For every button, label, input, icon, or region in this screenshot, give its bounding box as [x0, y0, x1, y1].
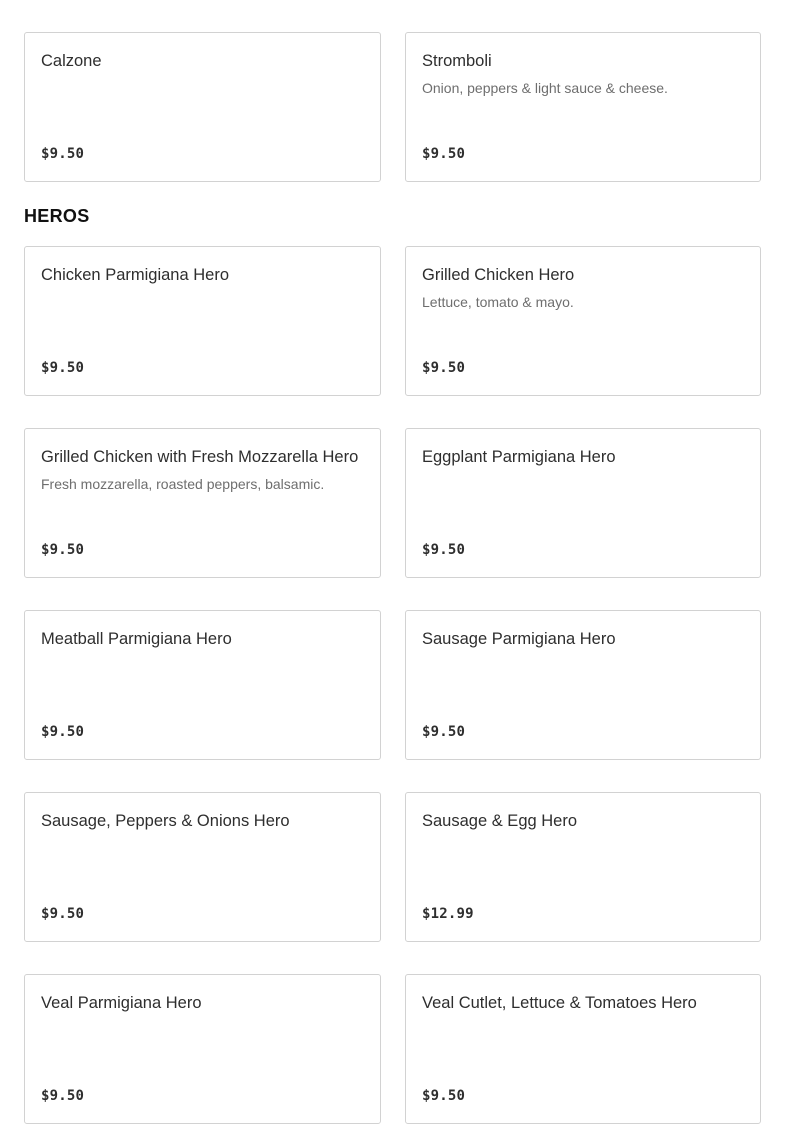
menu-item-card-grilled-chicken-fresh-mozzarella-hero[interactable] — [24, 428, 381, 578]
menu-item-card-chicken-parmigiana-hero[interactable] — [24, 246, 381, 396]
menu-item-description: Lettuce, tomato & mayo. — [422, 294, 574, 310]
menu-item-name: Grilled Chicken Hero — [422, 266, 575, 284]
menu-item-name: Eggplant Parmigiana Hero — [422, 448, 616, 466]
menu-item-price: $9.50 — [41, 542, 85, 558]
menu-item-name: Veal Cutlet, Lettuce & Tomatoes Hero — [422, 994, 697, 1012]
menu-item-price: $12.99 — [422, 906, 474, 922]
menu-item-price: $9.50 — [41, 360, 85, 376]
menu-item-description: Fresh mozzarella, roasted peppers, balsamic. — [41, 476, 325, 492]
menu-item-price: $9.50 — [422, 1088, 466, 1104]
menu-item-price: $9.50 — [422, 542, 466, 558]
menu-item-card-eggplant-parmigiana-hero[interactable] — [405, 428, 761, 578]
menu-item-card-calzone[interactable] — [24, 32, 381, 182]
menu-item-name: Sausage Parmigiana Hero — [422, 630, 616, 648]
menu-item-name: Sausage & Egg Hero — [422, 812, 578, 830]
menu-item-name: Chicken Parmigiana Hero — [41, 266, 230, 284]
menu-item-price: $9.50 — [41, 1088, 85, 1104]
menu-item-card-stromboli[interactable] — [405, 32, 761, 182]
menu-item-price: $9.50 — [41, 146, 85, 162]
section-heading-heros: HEROS — [24, 206, 90, 226]
menu-item-description: Onion, peppers & light sauce & cheese. — [422, 80, 668, 96]
menu-item-card-veal-parmigiana-hero[interactable] — [24, 974, 381, 1124]
menu-item-price: $9.50 — [422, 360, 466, 376]
menu-item-price: $9.50 — [41, 724, 85, 740]
menu-item-card-sausage-parmigiana-hero[interactable] — [405, 610, 761, 760]
menu-item-name: Calzone — [41, 52, 102, 70]
menu-item-name: Grilled Chicken with Fresh Mozzarella Hero — [41, 448, 359, 466]
menu-item-name: Veal Parmigiana Hero — [41, 994, 202, 1012]
menu-item-price: $9.50 — [41, 906, 85, 922]
menu-item-card-sausage-egg-hero[interactable] — [405, 792, 761, 942]
menu-item-name: Meatball Parmigiana Hero — [41, 630, 232, 648]
menu-item-card-meatball-parmigiana-hero[interactable] — [24, 610, 381, 760]
menu-item-price: $9.50 — [422, 146, 466, 162]
menu-item-price: $9.50 — [422, 724, 466, 740]
menu-item-name: Stromboli — [422, 52, 492, 70]
menu-item-card-grilled-chicken-hero[interactable] — [405, 246, 761, 396]
menu-item-card-veal-cutlet-lettuce-tomatoes-hero[interactable] — [405, 974, 761, 1124]
menu-item-card-sausage-peppers-onions-hero[interactable] — [24, 792, 381, 942]
menu-item-name: Sausage, Peppers & Onions Hero — [41, 812, 290, 830]
